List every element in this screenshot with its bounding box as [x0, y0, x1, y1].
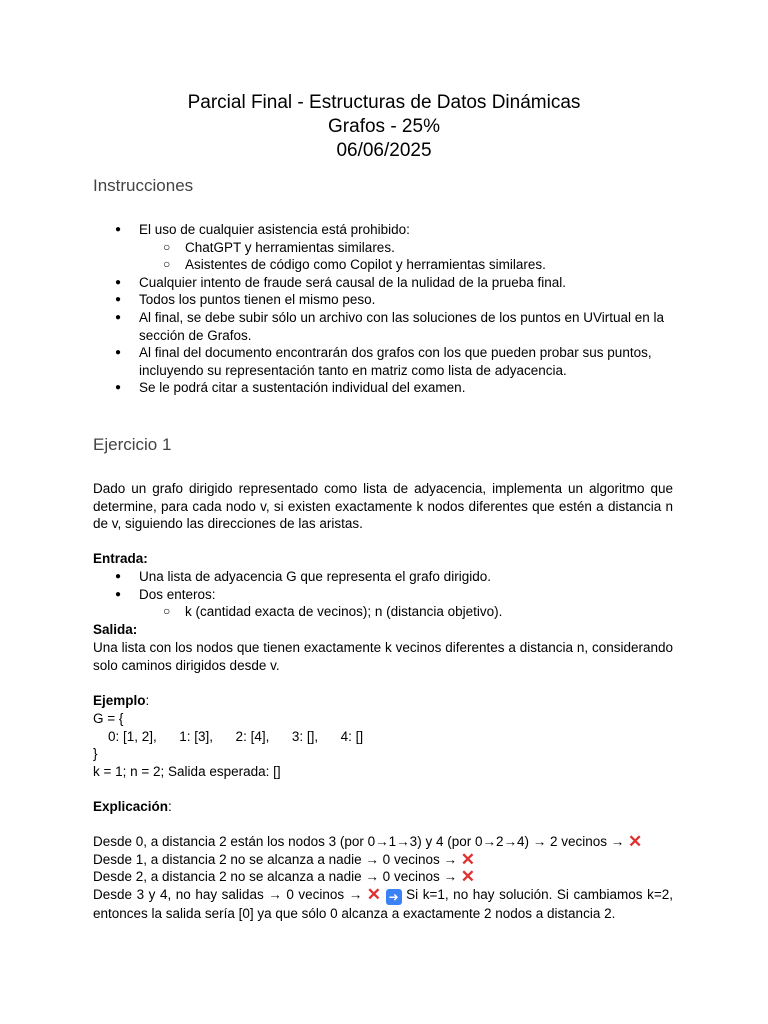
- input-label: Entrada:: [93, 551, 148, 566]
- cross-mark-icon: ✕: [628, 832, 643, 851]
- list-item: ● El uso de cualquier asistencia está prohibido:: [93, 221, 693, 239]
- explanation-text: Desde 2, a distancia 2 no se alcanza a nadie → 0 vecinos →: [93, 869, 457, 885]
- list-item: ● Cualquier intento de fraude será causal de la nulidad de la prueba final.: [93, 274, 693, 292]
- list-item: ● Todos los puntos tienen el mismo peso.: [93, 291, 693, 309]
- explanation-text: Desde 1, a distancia 2 no se alcanza a nadie → 0 vecinos →: [93, 851, 457, 867]
- explanation-label-line: [93, 798, 673, 816]
- explanation-tail: Si k=1, no hay solución. Si cambiamos k=2, entonces la salida sería [0] ya que sólo 0 alcanza a exactamente 2 nodos a distancia 2.: [93, 887, 673, 921]
- instructions-list: [93, 221, 693, 397]
- example-colon: :: [145, 693, 150, 708]
- list-item: ● Al final del documento encontrarán dos grafos con los que pueden probar sus puntos, incluyendo su representación tanto en matriz como lista de adyacencia.: [93, 344, 693, 379]
- explanation-line: [93, 833, 673, 851]
- explanation-line: [93, 868, 673, 886]
- example-line: }: [93, 746, 98, 762]
- cross-mark-icon: ✕: [366, 885, 382, 904]
- right-arrow-icon: ➜: [386, 889, 402, 905]
- cross-mark-icon: ✕: [460, 849, 475, 869]
- explanation-label: Explicación: [93, 799, 169, 814]
- document-title: Parcial Final - Estructuras de Datos Dinámicas: [187, 92, 581, 113]
- exercise1-description: Dado un grafo dirigido representado como lista de adyacencia, implementa un algoritmo que determine, para cada nodo v, si existen exactamente k nodos diferentes que estén a distancia n de v, siguiendo las direcciones de las aristas.: [93, 481, 673, 532]
- exercise1-heading: Ejercicio 1: [93, 435, 172, 454]
- list-item: ● Dos enteros:: [93, 586, 693, 604]
- explanation-text: Desde 0, a distancia 2 están los nodos 3 (por 0→1→3) y 4 (por 0→2→4) → 2 vecinos →: [93, 834, 625, 849]
- explanation-line: [93, 851, 673, 869]
- explanation-text: Desde 3 y 4, no hay salidas → 0 vecinos →: [93, 887, 363, 902]
- explanation-final: [93, 886, 673, 923]
- example-label-line: [93, 692, 673, 710]
- list-item: ● Al final, se debe subir sólo un archivo con las soluciones de los puntos en UVirtual en la sección de Grafos.: [93, 309, 693, 344]
- explanation-colon: :: [168, 799, 172, 814]
- list-item: ○ Asistentes de código como Copilot y herramientas similares.: [93, 256, 693, 274]
- example-line: G = {: [93, 711, 124, 726]
- example-line: k = 1; n = 2; Salida esperada: []: [93, 763, 281, 779]
- list-item: ● Se le podrá citar a sustentación individual del examen.: [93, 379, 693, 397]
- document-date: 06/06/2025: [336, 140, 432, 161]
- output-label: Salida:: [93, 622, 138, 637]
- input-list: [93, 568, 693, 621]
- explanation-body: [93, 833, 673, 886]
- cross-mark-icon: ✕: [460, 867, 475, 887]
- example-line: 0: [1, 2], 1: [3], 2: [4], 3: [], 4: []: [93, 728, 364, 744]
- list-item: ○ ChatGPT y herramientas similares.: [93, 239, 693, 257]
- output-text: Una lista con los nodos que tienen exactamente k vecinos diferentes a distancia n, considerando solo caminos dirigidos desde v.: [93, 640, 673, 673]
- list-item: ● Una lista de adyacencia G que representa el grafo dirigido.: [93, 568, 693, 586]
- instructions-heading: Instrucciones: [93, 176, 194, 195]
- title-block: [0, 91, 768, 163]
- list-item: ○ k (cantidad exacta de vecinos); n (distancia objetivo).: [93, 603, 693, 621]
- example-code: [93, 710, 673, 780]
- document-subtitle: Grafos - 25%: [328, 116, 440, 137]
- example-label: Ejemplo: [93, 693, 146, 708]
